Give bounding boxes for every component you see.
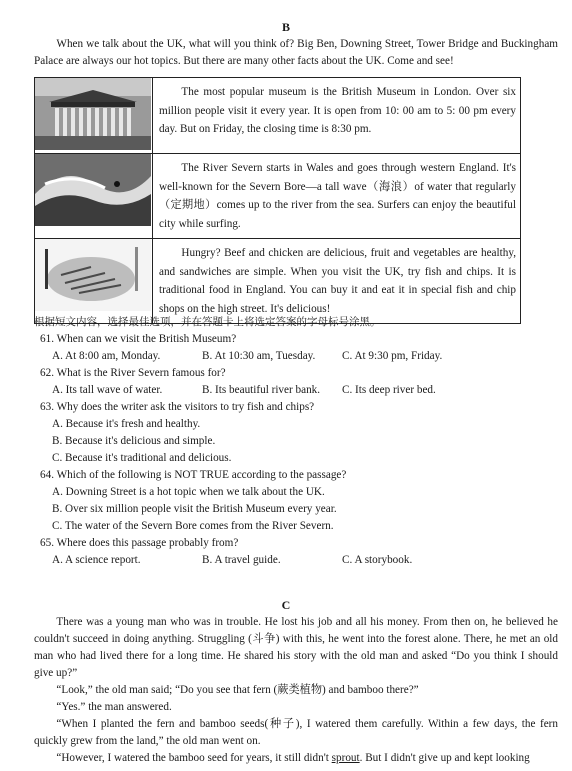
paragraph (34, 750, 558, 767)
wave-photo (35, 154, 151, 226)
museum-text: The most popular museum is the British Museum in London. Over six million people visit it every year. It is open from 10: 00 am to 5: 00 pm every day. But on Friday, the closing time is 8:30 pm. (153, 78, 521, 154)
option-a[interactable]: A. Because it's fresh and healthy. (52, 418, 201, 430)
table-row (35, 78, 521, 154)
option-c[interactable]: C. At 9:30 pm, Friday. (342, 350, 443, 362)
section-c-text (34, 614, 558, 767)
paragraph-part: “However, I watered the bamboo seed for years, it still didn't (56, 752, 332, 764)
paragraph: There was a young man who was in trouble. He lost his job and all his money. From then on, he believed he couldn't succeed in doing anything. Struggling (斗争) with this, he went into the forest alone. There, he met an old man who had lived there for a long time. He shared his story with the old man and asked “Do you think I should give up?” (34, 616, 558, 679)
question-62: 62. What is the River Severn famous for? (40, 367, 226, 379)
section-b-label: B (281, 20, 290, 34)
paragraph-part: . But I didn't give up and kept looking (359, 752, 530, 764)
wave-photo-cell (35, 154, 153, 239)
option-a[interactable]: A. Its tall wave of water. (52, 384, 163, 396)
question-62-options (40, 382, 560, 399)
facts-table (34, 77, 521, 324)
paragraph: “When I planted the fern and bamboo seeds(种子), I watered them carefully. Within a few days, the fern quickly grew from the land,” the old man went on. (34, 718, 558, 747)
option-b[interactable]: B. Because it's delicious and simple. (52, 435, 216, 447)
paragraph: “Yes.” the man answered. (56, 701, 172, 713)
option-b[interactable]: B. A travel guide. (202, 554, 281, 566)
question-61-options (40, 348, 560, 365)
fish-and-chips-photo (35, 239, 151, 311)
fish-photo-cell (35, 239, 153, 324)
underlined-word: sprout (331, 752, 360, 764)
questions (40, 331, 560, 569)
question-63: 63. Why does the writer ask the visitors to try fish and chips? (40, 401, 315, 413)
museum-photo (35, 78, 151, 150)
option-a[interactable]: A. Downing Street is a hot topic when we talk about the UK. (52, 486, 325, 498)
question-64: 64. Which of the following is NOT TRUE according to the passage? (40, 469, 347, 481)
river-severn-text: The River Severn starts in Wales and goes through western England. It's well-known for the Severn Bore—a tall wave（海浪）of water that regularly（定期地）comes up to the river from the sea. Surfers can enjoy the beautiful city while surfing. (153, 154, 521, 239)
option-a[interactable]: A. A science report. (52, 554, 141, 566)
option-b[interactable]: B. Over six million people visit the British Museum every year. (52, 503, 337, 515)
instruction: 根据短文内容，选择最佳选项，并在答题卡上将选定答案的字母标号涂黑。 (34, 316, 381, 328)
option-c[interactable]: C. Because it's traditional and delicious. (52, 452, 232, 464)
option-b[interactable]: B. Its beautiful river bank. (202, 384, 321, 396)
option-c[interactable]: C. The water of the Severn Bore comes from the River Severn. (52, 520, 334, 532)
question-65-options (40, 552, 560, 569)
table-row (35, 154, 521, 239)
option-c[interactable]: C. Its deep river bed. (342, 384, 436, 396)
fish-chips-text: Hungry? Beef and chicken are delicious, fruit and vegetables are healthy, and sandwiches are simple. When you visit the UK, try fish and chips. It is traditional food in England. You can buy it and eat it in special fish and chip shops on the high street. It's delicious! (153, 239, 521, 324)
table-row (35, 239, 521, 324)
question-61: 61. When can we visit the British Museum? (40, 333, 237, 345)
question-65: 65. Where does this passage probably from? (40, 537, 239, 549)
section-b-intro: When we talk about the UK, what will you think of? Big Ben, Downing Street, Tower Bridge and Buckingham Palace are always our hot topics. But there are many other facts about the UK. Come and see! (34, 38, 558, 67)
option-b[interactable]: B. At 10:30 am, Tuesday. (202, 350, 316, 362)
option-c[interactable]: C. A storybook. (342, 554, 413, 566)
option-a[interactable]: A. At 8:00 am, Monday. (52, 350, 161, 362)
museum-photo-cell (35, 78, 153, 154)
paragraph: “Look,” the old man said; “Do you see that fern (蕨类植物) and bamboo there?” (56, 684, 419, 696)
section-c-label: C (281, 598, 291, 612)
